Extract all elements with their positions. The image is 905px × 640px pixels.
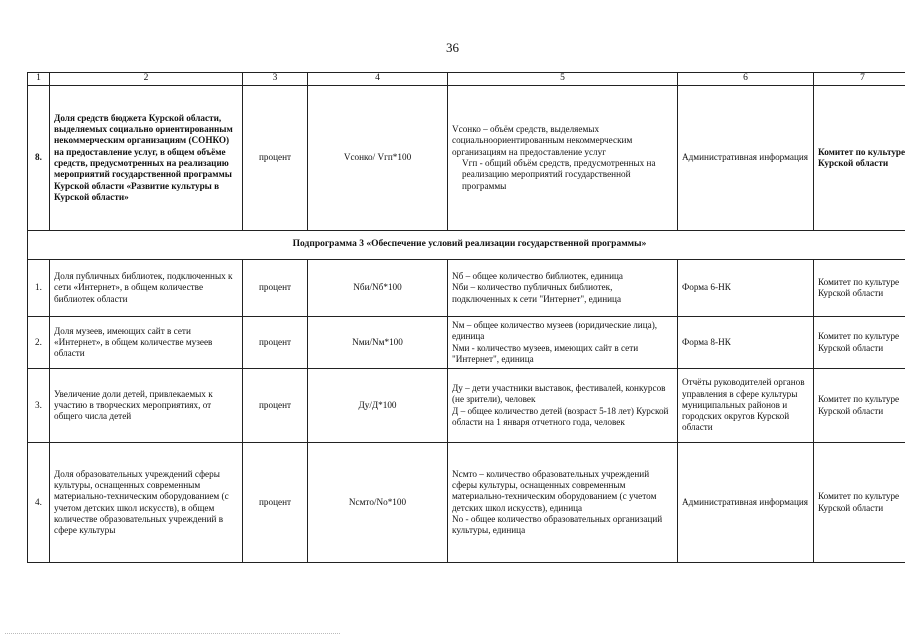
description — [448, 260, 678, 317]
formula: Vсонко/ Vгп*100 — [308, 86, 448, 231]
col-header: 5 — [448, 73, 678, 86]
table-row — [28, 260, 905, 317]
formula: Nми/Nм*100 — [308, 317, 448, 369]
description-line: Nо - общее количество образовательных организаций культуры, единица — [452, 513, 663, 536]
subprogram-row — [28, 231, 905, 260]
description — [448, 369, 678, 443]
description — [448, 86, 678, 231]
subprogram-title: Подпрограмма 3 «Обеспечение условий реализации государственной программы» — [28, 231, 905, 260]
unit: процент — [243, 317, 308, 369]
row-number: 8. — [28, 86, 50, 231]
col-header: 1 — [28, 73, 50, 86]
data-source: Форма 8-НК — [678, 317, 814, 369]
table-row — [28, 317, 905, 369]
unit: процент — [243, 260, 308, 317]
col-header: 7 — [814, 73, 905, 86]
description-line: Д – общее количество детей (возраст 5-18 лет) Курской области на 1 января отчетного года, человек — [452, 405, 669, 427]
table-row — [28, 369, 905, 443]
responsible: Комитет по культуре Курской области — [814, 369, 905, 443]
col-header: 4 — [308, 73, 448, 86]
col-header: 2 — [50, 73, 243, 86]
formula: Nсмто/Nо*100 — [308, 443, 448, 563]
description-line: Nби – количество публичных библиотек, подключенных к сети "Интернет", единица — [452, 282, 622, 304]
description-line: Nсмто – количество образовательных учреждений сферы культуры, оснащенных современным материально-техническим оборудованием (с учетом детских школ искусств), единица — [452, 468, 657, 513]
table-row — [28, 86, 905, 231]
data-source: Административная информация — [678, 443, 814, 563]
data-source: Форма 6-НК — [678, 260, 814, 317]
description-line: Nм – общее количество музеев (юридические лица), единица — [452, 319, 658, 342]
row-number: 2. — [28, 317, 50, 369]
description-line: Vсонко – объём средств, выделяемых социальноориентированным некоммерческим организациям на предоставление услуг — [452, 124, 633, 157]
description — [448, 443, 678, 563]
indicator-name: Доля средств бюджета Курской области, выделяемых социально ориентированным некоммерческим организациям (СОНКО) на предоставление услуг, в общем объёме средств, предусмотренных на реализацию мероприятий государственной программы Курской области «Развитие культуры в Курской области» — [50, 86, 243, 231]
description-line: Vгп - общий объём средств, предусмотренных на реализацию мероприятий государственной программы — [462, 158, 656, 191]
formula: Ду/Д*100 — [308, 369, 448, 443]
description — [448, 317, 678, 369]
responsible: Комитет по культуре Курской области — [814, 260, 905, 317]
col-header: 3 — [243, 73, 308, 86]
unit: процент — [243, 86, 308, 231]
formula: Nби/Nб*100 — [308, 260, 448, 317]
col-header: 6 — [678, 73, 814, 86]
description-line: Nми - количество музеев, имеющих сайт в сети "Интернет", единица — [452, 342, 639, 364]
page-number: 36 — [446, 40, 459, 55]
row-number: 3. — [28, 369, 50, 443]
data-source: Отчёты руководителей органов управления в сфере культуры муниципальных районов и городских округов Курской области — [678, 369, 814, 443]
responsible: Комитет по культуре Курской области — [814, 443, 905, 563]
footer-divider — [5, 633, 340, 634]
unit: процент — [243, 443, 308, 563]
unit: процент — [243, 369, 308, 443]
indicators-table — [27, 72, 905, 563]
responsible: Комитет по культуре Курской области — [814, 86, 905, 231]
data-source: Административная информация — [678, 86, 814, 231]
responsible: Комитет по культуре Курской области — [814, 317, 905, 369]
indicator-name: Доля образовательных учреждений сферы культуры, оснащенных современным материально-техническим оборудованием (с учетом детских школ искусств), в общем количестве образовательных учреждений в сфере культуры — [50, 443, 243, 563]
table-row — [28, 443, 905, 563]
row-number: 1. — [28, 260, 50, 317]
indicator-name: Увеличение доли детей, привлекаемых к участию в творческих мероприятиях, от общего числа детей — [50, 369, 243, 443]
indicator-name: Доля публичных библиотек, подключенных к сети «Интернет», в общем количестве библиотек области — [50, 260, 243, 317]
description-line: Nб – общее количество библиотек, единица — [452, 271, 623, 282]
description-line: Ду – дети участники выставок, фестивалей, конкурсов (не зрители), человек — [452, 382, 666, 405]
indicator-name: Доля музеев, имеющих сайт в сети «Интернет», в общем количестве музеев области — [50, 317, 243, 369]
header-row — [28, 73, 905, 86]
row-number: 4. — [28, 443, 50, 563]
